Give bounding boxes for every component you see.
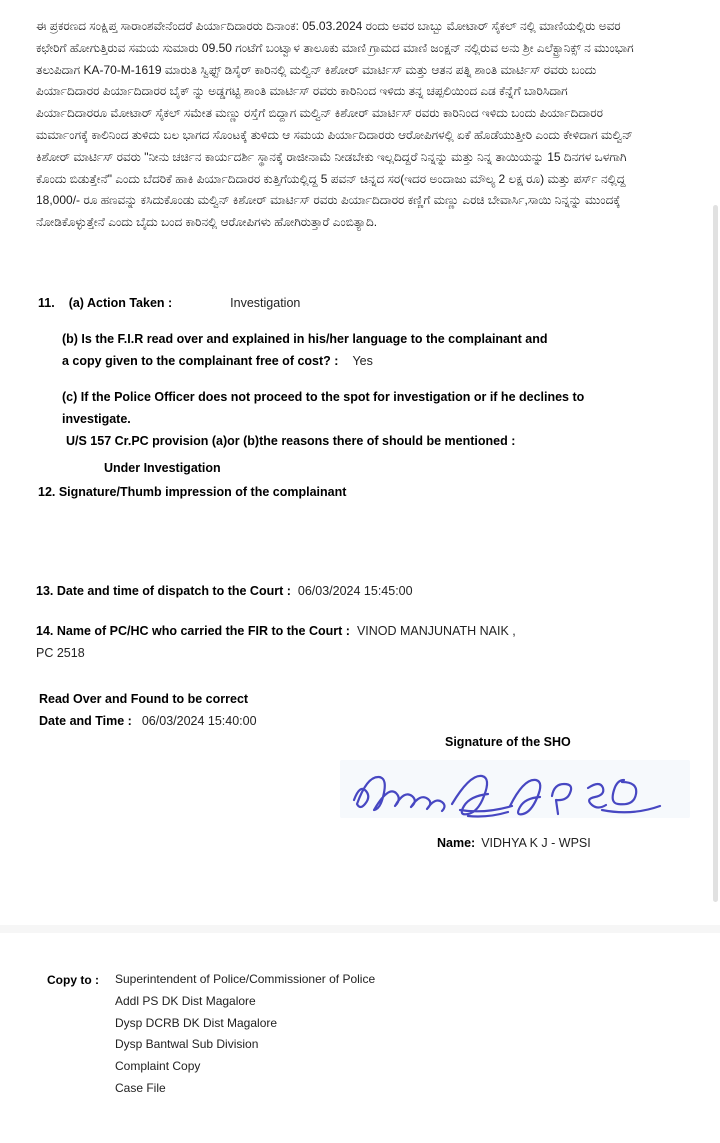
pc-hc-carried-label: 14. Name of PC/HC who carried the FIR to the Court : [36, 624, 350, 638]
dispatch-court-value: 06/03/2024 15:45:00 [297, 584, 413, 598]
item-11-number: 11. [38, 296, 55, 310]
us157-provision-value: Under Investigation [104, 461, 221, 475]
pc-hc-carried-value: VINOD MANJUNATH NAIK , [356, 624, 516, 638]
item-12-label: 12. Signature/Thumb impression of the complainant [38, 485, 347, 499]
scrollbar-thumb[interactable] [713, 205, 718, 902]
copy-to-item: Dysp DCRB DK Dist Magalore [115, 1015, 278, 1030]
case-summary-kannada: ಈ ಪ್ರಕರಣದ ಸಂಕ್ಷಿಪ್ತ ಸಾರಾಂಶವೇನೆಂದರೆ ಪಿರ್ಯಾದಿದಾರರು ದಿನಾಂಕ: 05.03.2024 ರಂದು ಅವರ ಬಾಬ್ಬು ಮೋಟಾರ್ ಸೈಕಲ್ ನಲ್ಲಿ ಮಾಣಿಯಲ್ಲಿರು ಅವರ ಕಛೇರಿಗೆ ಹೋಗುತ್ತಿರುವ ಸಮಯ ಸುಮಾರು 09.50 ಗಂಟೆಗೆ ಬಂಟ್ವಾಳ ತಾಲೂಕು ಮಾಣಿ ಗ್ರಾಮದ ಮಾಣಿ ಜಂಕ್ಷನ್ ನಲ್ಲಿರುವ ಅನು ಶ್ರೀ ಎಲೆಕ್ಟ್ರಾನಿಕ್ಸ್ ನ ಮುಂಭಾಗ ತಲುಪಿದಾಗ KA-70-M-1619 ಮಾರುತಿ ಸ್ವಿಫ್ಟ್ ಡಿಸೈರ್ ಕಾರಿನಲ್ಲಿ ಮಲ್ವಿನ್ ಕಿಶೋರ್ ಮಾರ್ಟಿಸ್ ಮತ್ತು ಆತನ ಪತ್ನಿ ಶಾಂತಿ ಮಾರ್ಟಿಸ್ ರವರು ಬಂದು ಪಿರ್ಯಾದಿದಾರರ ಪಿರ್ಯಾದಿದಾರರ ಬೈಕ್ ನ್ನು ಅಡ್ಡಗಟ್ಟಿ ಶಾಂತಿ ಮಾರ್ಟಿಸ್ ರವರು ಕಾರಿನಿಂದ ಇಳಿದು ತನ್ನ ಚಪ್ಪಲಿಯಿಂದ ಎಡ ಕೆನ್ನೆಗೆ ಬಾರಿಸಿದಾಗ ಪಿರ್ಯಾದಿದಾರರೂ ಮೋಟಾರ್ ಸೈಕಲ್ ಸಮೇತ ಮಣ್ಣು ರಸ್ತೆಗೆ ಬಿದ್ದಾಗ ಮಲ್ವಿನ್ ಕಿಶೋರ್ ಮಾರ್ಟಿಸ್ ರವರು ಕಾರಿನಿಂದ ಇಳಿದು ಬಂದು ಪಿರ್ಯಾದಿದಾರರ ಮರ್ಮಾಂಗಕ್ಕೆ ಕಾಲಿನಿಂದ ತುಳಿದು ಬಲ ಭಾಗದ ಸೊಂಟಕ್ಕೆ ತುಳಿದು ಆ ಸಮಯ ಪಿರ್ಯಾದಿದಾರರು ಆರೋಪಿಗಳಲ್ಲಿ ಏಕೆ ಹೊಡೆಯುತ್ತೀರಿ ಎಂದು ಕೇಳಿದಾಗ ಮಲ್ವಿನ್ ಕಿಶೋರ್ ಮಾರ್ಟಿಸ್ ರವರು "ನೀನು ಚರ್ಚಿನ ಕಾರ್ಯದರ್ಶಿ ಸ್ಥಾನಕ್ಕೆ ರಾಜೀನಾಮೆ ನೀಡಬೇಕು ಇಲ್ಲದಿದ್ದರೆ ನಿನ್ನನ್ನು ಮತ್ತು ನಿನ್ನ ತಾಯಿಯನ್ನು 15 ದಿನಗಳ ಒಳಗಾಗಿ ಕೊಂದು ಬಿಡುತ್ತೇನೆ" ಎಂದು ಬೆದರಿಕೆ ಹಾಕಿ ಪಿರ್ಯಾದಿದಾರರ ಕುತ್ತಿಗೆಯಲ್ಲಿದ್ದ 5 ಪವನ್ ಚಿನ್ನದ ಸರ(ಇದರ ಅಂದಾಜು ಮೌಲ್ಯ 2 ಲಕ್ಷ ರೂ) ಮತ್ತು ಪರ್ಸ್ ನಲ್ಲಿದ್ದ 18,000/- ರೂ ಹಣವನ್ನು ಕಸಿದುಕೊಂಡು ಮಲ್ವಿನ್ ಕಿಶೋರ್ ಮಾರ್ಟಿಸ್ ರವರು ಪಿರ್ಯಾದಿದಾರರ ಕಣ್ಣಿಗೆ ಮಣ್ಣು ಎರಚಿ ಬೇವಾರ್ಸಿ,ಸಾಯಿ ನಿನ್ನನ್ನು ಮುಂದಕ್ಕೆ ನೋಡಿಕೊಳ್ಳುತ್ತೇನೆ ಎಂದು ಬೈದು ಬಂದ ಕಾರಿನಲ್ಲಿ ಆರೋಪಿಗಳು ಹೋಗಿರುತ್ತಾರೆ ಎಂಬಿತ್ಯಾದಿ. [36, 19, 634, 230]
action-taken-label: (a) Action Taken : [68, 296, 173, 310]
sho-name-label: Name: [437, 836, 476, 850]
dispatch-court-label: 13. Date and time of dispatch to the Court : [36, 584, 291, 598]
officer-declines-label-line1: (c) If the Police Officer does not proceed to the spot for investigation or if he declines to [62, 390, 585, 404]
item-11a-line [38, 292, 300, 314]
sho-name-value: VIDHYA K J - WPSI [481, 836, 591, 850]
sho-signature-box [340, 760, 690, 818]
copy-to-label: Copy to : [47, 973, 99, 987]
us157-provision-label: U/S 157 Cr.PC provision (a)or (b)the reasons there of should be mentioned : [66, 434, 516, 448]
read-over-correct-label: Read Over and Found to be correct [39, 692, 249, 706]
copy-to-list [115, 969, 375, 1100]
copy-to-item: Addl PS DK Dist Magalore [115, 993, 256, 1008]
copy-to-item: Superintendent of Police/Commissioner of Police [115, 972, 376, 986]
copy-to-item: Case File [115, 1080, 166, 1095]
item-13-line [36, 580, 413, 602]
copy-to-item: Dysp Bantwal Sub Division [115, 1037, 259, 1052]
copy-to-item: Complaint Copy [115, 1059, 201, 1074]
pc-number-value: PC 2518 [36, 646, 85, 660]
sho-signature-image [340, 760, 690, 818]
fir-read-over-label-line1: (b) Is the F.I.R read over and explained in his/her language to the complainant and [62, 332, 548, 346]
sho-signature-label: Signature of the SHO [445, 735, 571, 749]
datetime-label: Date and Time : [39, 714, 132, 728]
fir-read-over-label-line2: a copy given to the complainant free of cost? : [62, 354, 339, 368]
datetime-value: 06/03/2024 15:40:00 [141, 714, 257, 728]
fir-read-over-value: Yes [352, 354, 373, 368]
page-break-divider [0, 925, 720, 933]
fir-read-over-line2 [62, 350, 373, 372]
read-over-datetime-line [39, 710, 257, 732]
sho-name-line [437, 832, 591, 854]
item-14-line [36, 620, 516, 642]
officer-declines-label-line2: investigate. [62, 412, 131, 426]
action-taken-value: Investigation [230, 296, 301, 310]
